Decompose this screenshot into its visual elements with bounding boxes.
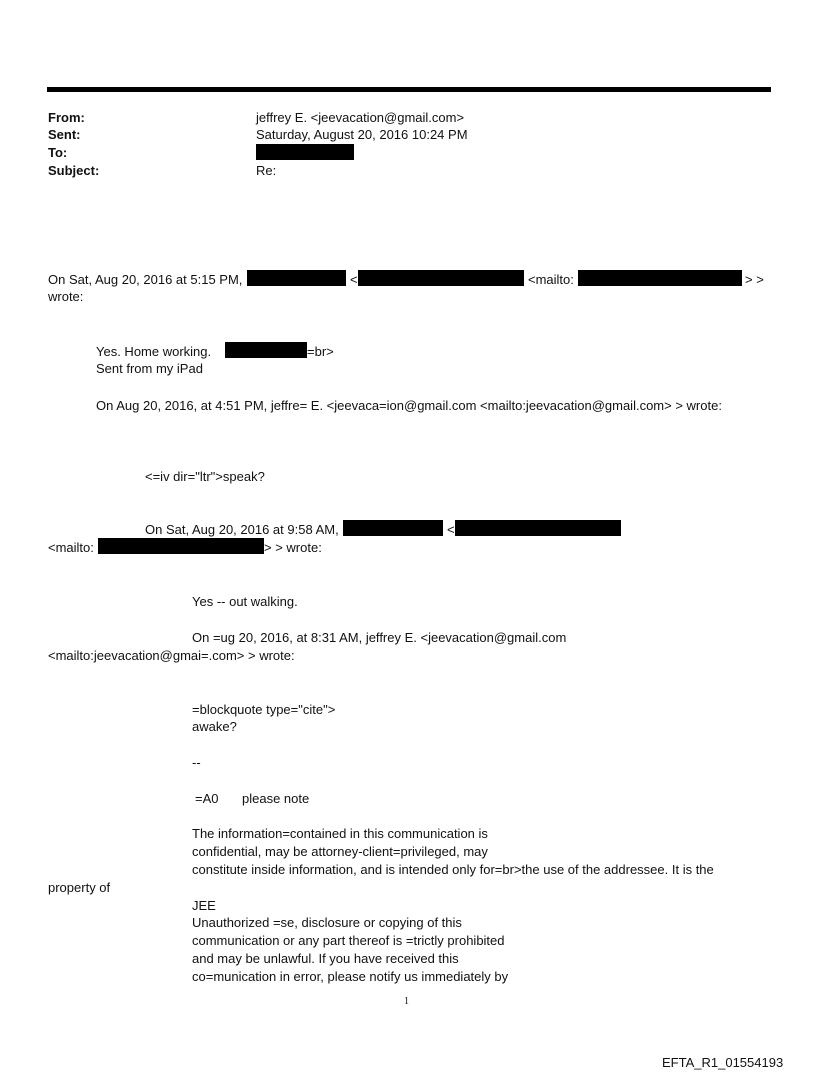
quote3-date: On Sat, Aug 20, 2016 at 9:58 AM, (145, 522, 339, 537)
disclaimer-line4: property of (48, 880, 111, 895)
redaction-q1-email (358, 270, 524, 286)
reply1-line2: Sent from my iPad (96, 361, 203, 376)
block-line2: awake? (192, 719, 237, 734)
quote1-gt: > > (745, 272, 764, 287)
page-number: 1 (404, 996, 409, 1007)
disclaimer-line5: JEE (192, 898, 216, 913)
sent-label: Sent: (48, 127, 81, 142)
subject-label: Subject: (48, 163, 100, 178)
redaction-to (256, 144, 354, 160)
quote3-lt: < (447, 522, 455, 537)
redaction-q3-email (455, 520, 621, 536)
sent-value: Saturday, August 20, 2016 10:24 PM (256, 127, 468, 142)
disclaimer-line2: confidential, may be attorney-client=privileged, may (192, 844, 488, 859)
redaction-q1-name (247, 270, 346, 286)
reply3: Yes -- out walking. (192, 594, 298, 609)
quote3-wrote: > > wrote: (264, 540, 322, 555)
subject-value: Re: (256, 163, 277, 178)
reply1-line1: Yes. Home working. (96, 344, 212, 359)
reply1-br: =br> (307, 344, 334, 359)
sig-a0: =A0 (195, 791, 219, 806)
quote4-line1: On =ug 20, 2016, at 8:31 AM, jeffrey E. <jeevacation@gmail.com (192, 630, 567, 645)
header-rule (47, 87, 771, 92)
from-value: jeffrey E. <jeevacation@gmail.com> (256, 110, 465, 125)
msg2: <=iv dir="ltr">speak? (145, 469, 265, 484)
block-line1: =blockquote type="cite"> (192, 702, 336, 717)
quote3-mailto: <mailto: (48, 540, 94, 555)
disclaimer-line8: and may be unlawful. If you have received this (192, 951, 459, 966)
quote2: On Aug 20, 2016, at 4:51 PM, jeffre= E. <jeevaca=ion@gmail.com <mailto:jeevacation@gmail.com> > wrote: (96, 398, 722, 413)
quote1-date: On Sat, Aug 20, 2016 at 5:15 PM, (48, 272, 243, 287)
redaction-q3-name (343, 520, 443, 536)
redaction-q3-mailto (98, 538, 264, 554)
quote1-wrote: wrote: (48, 289, 84, 304)
disclaimer-line7: communication or any part thereof is =trictly prohibited (192, 933, 505, 948)
disclaimer-line1: The information=contained in this communication is (192, 826, 488, 841)
redaction-reply1 (225, 342, 307, 358)
disclaimer-line9: co=munication in error, please notify us immediately by (192, 969, 509, 984)
document-id: EFTA_R1_01554193 (662, 1055, 784, 1070)
sig-separator: -- (192, 755, 201, 770)
disclaimer-line6: Unauthorized =se, disclosure or copying of this (192, 915, 462, 930)
quote4-line2: <mailto:jeevacation@gmai=.com> > wrote: (48, 648, 295, 663)
sig-note: please note (242, 791, 310, 806)
redaction-q1-mailto (578, 270, 742, 286)
disclaimer-line3: constitute inside information, and is intended only for=br>the use of the addressee. It is the (192, 862, 714, 877)
quote1-mailto: <mailto: (528, 272, 574, 287)
quote1-lt: < (350, 272, 358, 287)
from-label: From: (48, 110, 85, 125)
to-label: To: (48, 145, 68, 160)
